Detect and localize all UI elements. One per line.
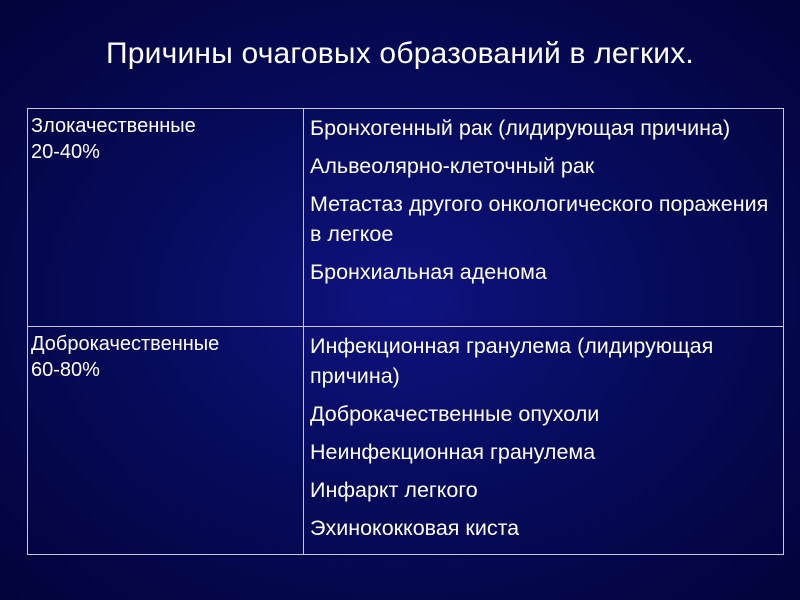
list-item: Доброкачественные опухоли bbox=[310, 402, 600, 426]
slide-title: Причины очаговых образований в легких. bbox=[106, 37, 694, 70]
causes-table bbox=[27, 108, 784, 555]
table-row-malignant bbox=[28, 109, 784, 327]
items-cell-benign bbox=[304, 327, 784, 555]
category-cell-malignant bbox=[28, 109, 304, 327]
list-item: Бронхиальная аденома bbox=[310, 260, 547, 284]
category-percent: 20-40% bbox=[31, 141, 100, 163]
category-label: Доброкачественные bbox=[31, 333, 220, 355]
list-item: Метастаз другого онкологического поражения в легкое bbox=[310, 192, 769, 246]
category-cell-benign bbox=[28, 327, 304, 555]
category-percent: 60-80% bbox=[31, 359, 100, 381]
items-cell-malignant bbox=[304, 109, 784, 327]
table-row-benign bbox=[28, 327, 784, 555]
list-item: Альвеолярно-клеточный рак bbox=[310, 154, 595, 178]
list-item: Инфаркт легкого bbox=[310, 478, 478, 502]
list-item: Эхинококковая киста bbox=[310, 516, 520, 540]
list-item: Инфекционная гранулема (лидирующая причина) bbox=[310, 334, 714, 388]
category-label: Злокачественные bbox=[31, 115, 196, 137]
list-item: Неинфекционная гранулема bbox=[310, 440, 596, 464]
list-item: Бронхогенный рак (лидирующая причина) bbox=[310, 116, 731, 140]
